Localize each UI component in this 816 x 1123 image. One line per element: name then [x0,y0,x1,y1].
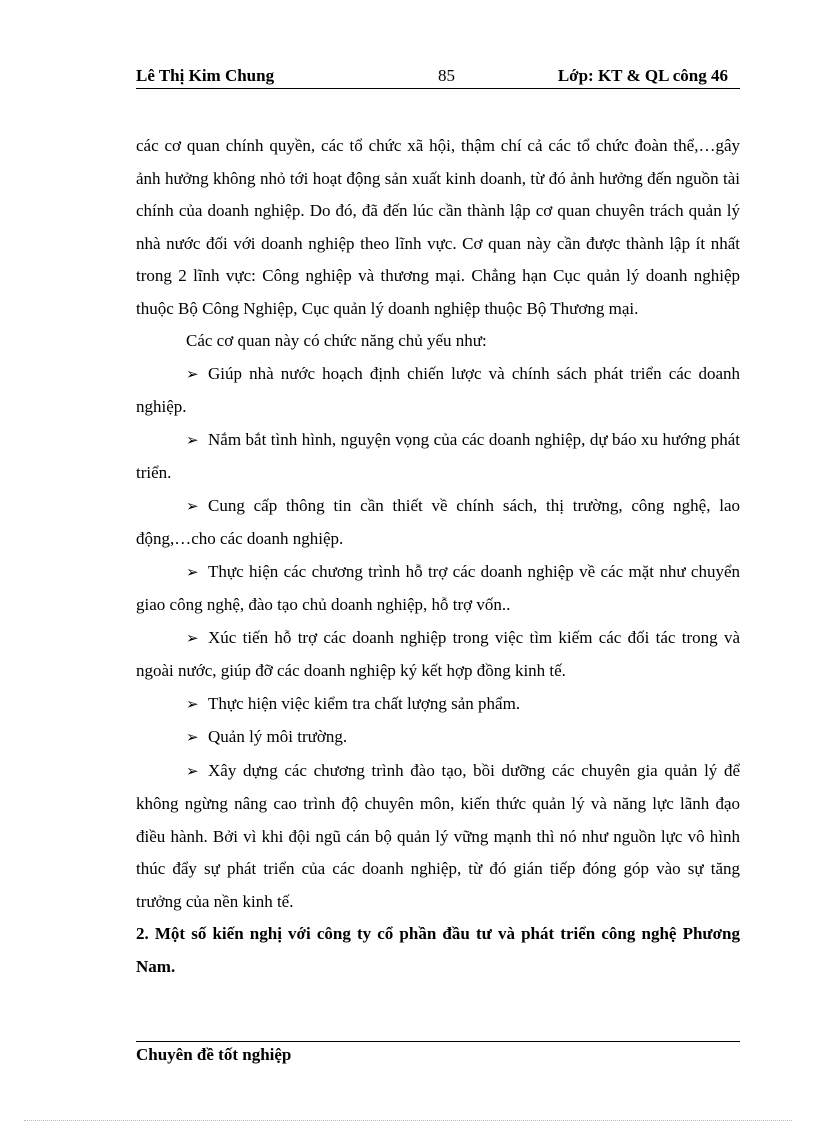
bullet-item [136,556,740,622]
arrow-bullet-icon: ➢ [186,696,199,713]
page-bottom-edge [24,1120,792,1121]
bullet-text: Xúc tiến hỗ trợ các doanh nghiệp trong việc tìm kiếm các đối tác trong và ngoài nước, giúp đỡ các doanh nghiệp ký kết hợp đồng kinh tế. [136,627,740,680]
header-class-info: Lớp: KT & QL công 46 [557,66,728,85]
bullet-text: Thực hiện việc kiểm tra chất lượng sản phẩm. [208,693,521,713]
arrow-bullet-icon: ➢ [186,630,199,647]
bullet-text: Thực hiện các chương trình hỗ trợ các doanh nghiệp về các mặt như chuyển giao công nghệ, đào tạo chủ doanh nghiệp, hỗ trợ vốn.. [136,561,740,614]
bullet-text: Cung cấp thông tin cần thiết về chính sách, thị trường, công nghệ, lao động,…cho các doanh nghiệp. [136,495,740,548]
header-author: Lê Thị Kim Chung [136,66,275,85]
document-body [136,130,740,983]
bullet-item [136,622,740,688]
bullet-item [136,490,740,556]
body-paragraph-functions-intro: Các cơ quan này có chức năng chủ yếu như: [186,331,487,350]
bullet-text: Giúp nhà nước hoạch định chiến lược và chính sách phát triển các doanh nghiệp. [136,363,740,416]
bullet-text: Quản lý môi trường. [208,727,348,746]
page-header [136,64,740,89]
bullet-text: Nắm bắt tình hình, nguyện vọng của các doanh nghiệp, dự báo xu hướng phát triển. [136,429,740,482]
arrow-bullet-icon: ➢ [186,366,199,383]
page-footer: Chuyên đề tốt nghiệp [136,1045,292,1064]
arrow-bullet-icon: ➢ [186,498,199,515]
bullet-text: Xây dựng các chương trình đào tạo, bồi dưỡng các chuyên gia quản lý để không ngừng nâng cao trình độ chuyên môn, kiến thức quản lý và năng lực lãnh đạo điều hành. Bởi vì khi đội ngũ cán bộ quản lý vững mạnh thì nó như nguồn lực vô hình thúc đẩy sự phát triển của các doanh nghiệp, từ đó gián tiếp đóng góp vào sự tăng trưởng của nền kinh tế. [136,760,740,911]
arrow-bullet-icon: ➢ [186,564,199,581]
bullet-item [136,358,740,424]
arrow-bullet-icon: ➢ [186,432,199,449]
bullet-item [136,755,740,919]
body-paragraph: các cơ quan chính quyền, các tổ chức xã hội, thậm chí cả các tổ chức đoàn thể,…gây ảnh hưởng không nhỏ tới hoạt động sản xuất kinh doanh, từ đó ảnh hưởng đến nguồn tài chính của doanh nghiệp. Do đó, đã đến lúc cần thành lập cơ quan chuyên trách quản lý nhà nước đối với doanh nghiệp theo lĩnh vực. Cơ quan này cần được thành lập ít nhất trong 2 lĩnh vực: Công nghiệp và thương mại. Chẳng hạn Cục quản lý doanh nghiệp thuộc Bộ Công Nghiệp, Cục quản lý doanh nghiệp thuộc Bộ Thương mại. [136,136,740,318]
footer-divider [136,1041,740,1042]
header-page-number: 85 [438,66,455,85]
bullet-item [136,688,740,722]
bullet-item [136,424,740,490]
arrow-bullet-icon: ➢ [186,763,199,780]
arrow-bullet-icon: ➢ [186,730,199,746]
section-heading: 2. Một số kiến nghị với công ty cổ phần đầu tư và phát triển công nghệ Phương Nam. [136,924,740,976]
bullet-item [136,721,740,755]
